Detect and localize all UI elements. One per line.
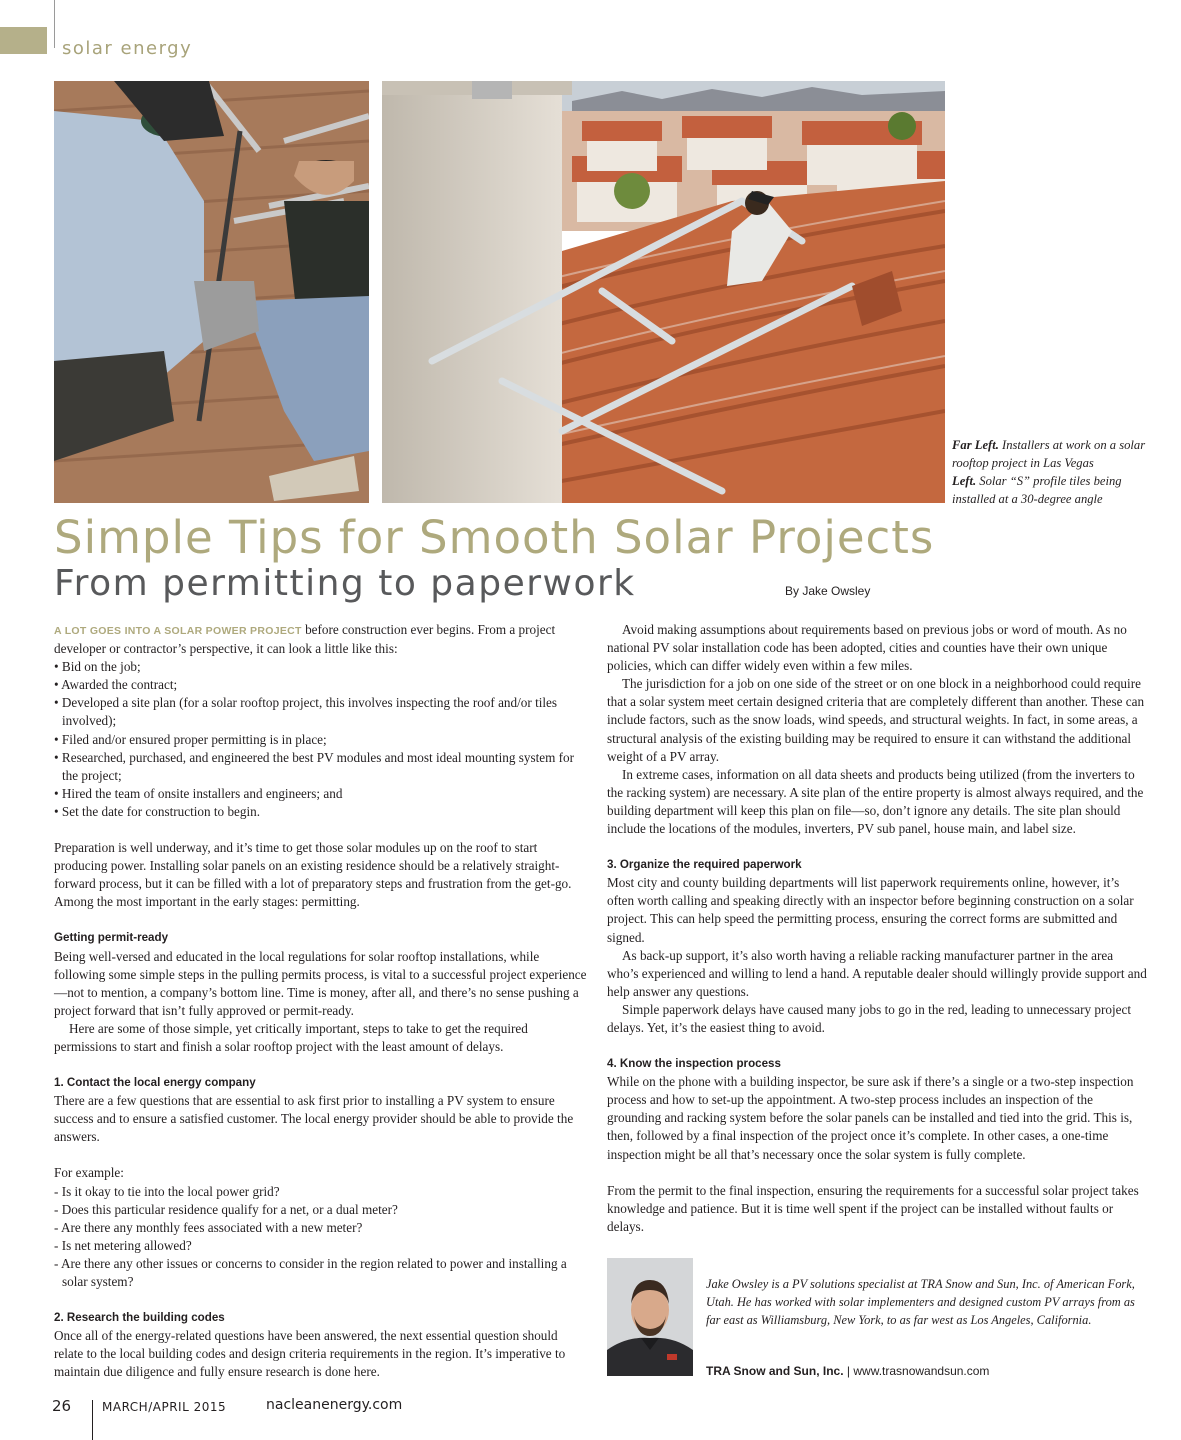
author-photo bbox=[607, 1258, 693, 1376]
list-item: • Set the date for construction to begin. bbox=[54, 803, 261, 819]
section-label: solar energy bbox=[62, 38, 193, 59]
step-4-paragraph: While on the phone with a building inspector, be sure ask if there’s a single or a two-step inspection process and how to set-up the appointment. A two-step process includes an inspection of the grounding and racking system before the solar panels can be installed and tied into the grid. This is, then, followed by a final inspection of the project once it’s complete. In other cases, a one-time inspection might be all that’s necessary once the solar system is fully complete. bbox=[607, 1074, 1134, 1162]
company-name: TRA Snow and Sun, Inc. bbox=[706, 1364, 844, 1378]
list-item: - Does this particular residence qualify for a net, or a dual meter? bbox=[54, 1201, 398, 1217]
list-item: • Researched, purchased, and engineered the best PV modules and most ideal mounting system for the project; bbox=[54, 749, 575, 783]
caption-left-text: Solar “S” profile tiles being installed at a 30-degree angle bbox=[952, 474, 1122, 506]
permit-paragraph-1: Being well-versed and educated in the local regulations for solar rooftop installations, while following some simple steps in the pulling permits process, is vital to a successful project experience—not to mention, a company’s bottom line. Time is money, after all, and there’s no sense pushing a project forward that isn’t fully approved or permit-ready. bbox=[54, 948, 587, 1018]
footer-divider bbox=[92, 1400, 93, 1440]
assumptions-paragraph: Avoid making assumptions about requirements based on previous jobs or word of mouth. As no national PV solar installation code has been adopted, cities and counties have their own unique policies, which can differ widely even within a few miles. bbox=[607, 622, 1127, 674]
page-number: 26 bbox=[52, 1397, 72, 1415]
list-item: - Are there any other issues or concerns to consider in the region related to power and installing a solar system? bbox=[54, 1255, 567, 1289]
caption-left bbox=[952, 472, 1157, 508]
author-photo-image bbox=[607, 1258, 693, 1376]
intro-text: before construction ever begins. From a project developer or contractor’s perspective, it can look a little like this: bbox=[54, 622, 556, 657]
intro-paragraph bbox=[54, 621, 590, 658]
company-url[interactable]: www.trasnowandsun.com bbox=[853, 1364, 990, 1378]
author-bio: Jake Owsley is a PV solutions specialist at TRA Snow and Sun, Inc. of American Fork, Utah. He has worked with solar implementers and designed custom PV arrays from as far east as Williamsburg, New York, to as far west as Los Angeles, California. bbox=[706, 1277, 1135, 1327]
questions-list bbox=[54, 1183, 590, 1292]
step-3-paragraph-1: Most city and county building departments will list paperwork requirements online, however, it’s often worth calling and speaking directly with an inspector before beginning construction on a solar project. This can help speed the permitting process, ensuring the correct forms are submitted and signed. bbox=[607, 875, 1134, 945]
steps-list bbox=[54, 658, 590, 821]
company-line bbox=[706, 1364, 989, 1378]
issue-date: MARCH/APRIL 2015 bbox=[102, 1400, 227, 1414]
list-item: • Awarded the contract; bbox=[54, 677, 178, 693]
heading-step-2: 2. Research the building codes bbox=[54, 1311, 225, 1325]
list-item: • Bid on the job; bbox=[54, 659, 141, 675]
article-subtitle: From permitting to paperwork bbox=[54, 563, 636, 604]
jurisdiction-paragraph: The jurisdiction for a job on one side of the street or on one block in a neighborhood could require that a solar system meet certain designed criteria that are completely different than another. These can include factors, such as the snow loads, wind speeds, and structural weights. In fact, in some areas, a structural analysis of the existing building may be required to ensure it can withstand the additional weight of a PV array. bbox=[607, 676, 1145, 764]
example-label: For example: bbox=[54, 1165, 124, 1181]
list-item: • Hired the team of onsite installers and engineers; and bbox=[54, 785, 343, 801]
photo-tile-roof-image bbox=[382, 81, 945, 503]
left-column bbox=[54, 621, 590, 1381]
list-item: - Are there any monthly fees associated with a new meter? bbox=[54, 1219, 363, 1235]
company-separator: | bbox=[843, 1364, 854, 1378]
photo-installers bbox=[54, 81, 369, 503]
list-item: - Is net metering allowed? bbox=[54, 1237, 192, 1253]
heading-step-3: 3. Organize the required paperwork bbox=[607, 858, 802, 872]
article-title: Simple Tips for Smooth Solar Projects bbox=[54, 511, 935, 564]
right-column bbox=[607, 621, 1147, 1236]
caption-far-left-label: Far Left. bbox=[952, 438, 999, 452]
list-item: • Developed a site plan (for a solar rooftop project, this involves inspecting the roof and/or tiles involved); bbox=[54, 695, 558, 729]
heading-step-4: 4. Know the inspection process bbox=[607, 1057, 781, 1071]
section-tab-marker bbox=[0, 27, 47, 54]
heading-step-1: 1. Contact the local energy company bbox=[54, 1076, 256, 1090]
header-divider bbox=[54, 0, 55, 48]
permit-paragraph-2: Here are some of those simple, yet critically important, steps to take to get the required permissions to start and finish a solar rooftop project with the least amount of delays. bbox=[54, 1020, 528, 1054]
photo-installers-image bbox=[54, 81, 369, 503]
list-item: - Is it okay to tie into the local power grid? bbox=[54, 1183, 280, 1199]
photo-tile-roof bbox=[382, 81, 945, 503]
step-3-paragraph-2: As back-up support, it’s also worth having a reliable racking manufacturer partner in the area who’s experienced and willing to lend a hand. A reputable dealer should willingly provide support and help answer any questions. bbox=[607, 947, 1147, 999]
heading-permit-ready: Getting permit-ready bbox=[54, 931, 169, 945]
caption-far-left bbox=[952, 436, 1157, 472]
list-item: • Filed and/or ensured proper permitting is in place; bbox=[54, 731, 327, 747]
extreme-cases-paragraph: In extreme cases, information on all data sheets and products being utilized (from the inverters to the racking system) are necessary. A site plan of the entire property is almost always required, and the building department will keep this plan on file—so, don’t ignore any details. The site plan should include the locations of the modules, inverters, PV sub panel, house main, and label size. bbox=[607, 766, 1144, 837]
step-2-paragraph: Once all of the energy-related questions have been answered, the next essential question should relate to the local building codes and design criteria requirements in the region. It’s imperative to maintain due diligence and fully ensure research is done here. bbox=[54, 1328, 566, 1380]
photo-caption bbox=[952, 436, 1157, 508]
byline: By Jake Owsley bbox=[785, 584, 871, 598]
lead-in: A LOT GOES INTO A SOLAR POWER PROJECT bbox=[54, 625, 302, 637]
caption-far-left-text: Installers at work on a solar rooftop project in Las Vegas bbox=[952, 438, 1146, 470]
preparation-paragraph: Preparation is well underway, and it’s time to get those solar modules up on the roof to start producing power. Installing solar panels on an existing residence should be a relatively straight-forward process, but it can be filled with a lot of preparatory steps and frustration from the get-go. Among the most important in the early stages: permitting. bbox=[54, 840, 572, 910]
step-3-paragraph-3: Simple paperwork delays have caused many jobs to go in the red, leading to unnecessary project delays. Yet, it’s the easiest thing to avoid. bbox=[607, 1001, 1132, 1035]
closing-paragraph: From the permit to the final inspection, ensuring the requirements for a successful solar project takes knowledge and patience. But it is time well spent if the project can be installed without faults or delays. bbox=[607, 1182, 1139, 1234]
footer-site-url[interactable]: nacleanenergy.com bbox=[266, 1397, 403, 1413]
step-1-paragraph: There are a few questions that are essential to ask first prior to installing a PV system to ensure success and to ensure a satisfied customer. The local energy provider should be able to provide the answers. bbox=[54, 1093, 574, 1145]
caption-left-label: Left. bbox=[952, 474, 977, 488]
